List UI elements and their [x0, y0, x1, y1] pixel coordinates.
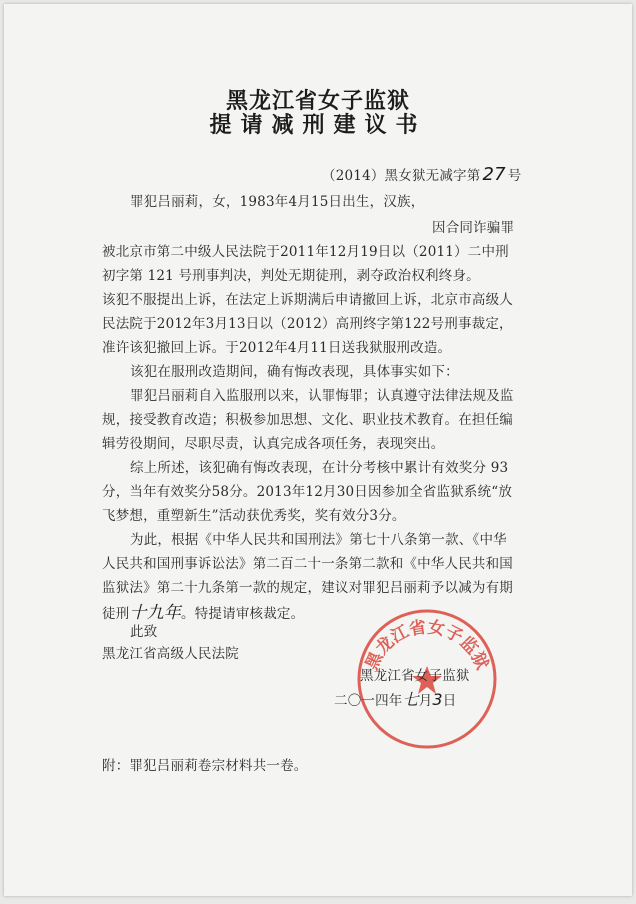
sentence-handwritten: 十九年 — [129, 603, 182, 623]
body-line: 综上所述，该犯确有悔改表现，在计分考核中累计有效奖分 93 — [130, 460, 509, 476]
title-line-1: 黑龙江省女子监狱 — [225, 88, 410, 114]
doc-number-prefix: （2014）黑女狱无减字第 — [322, 168, 481, 184]
body-line: 被北京市第二中级人民法院于2011年12月19日以（2011）二中刑 — [102, 244, 509, 260]
body-line: 为此，根据《中华人民共和国刑法》第七十八条第一款、《中华 — [130, 532, 507, 548]
body-line: 监狱法》第二十九条第一款的规定，建议对罪犯吕丽莉予以减为有期 — [102, 580, 513, 596]
body-line: 规，接受教育改造；积极参加思想、文化、职业技术教育。在担任编 — [102, 412, 513, 428]
closing: 此致 — [130, 624, 158, 640]
body-line: 该犯在服刑改造期间，确有悔改表现，具体事实如下： — [130, 364, 459, 380]
date-month-handwritten: 七 — [402, 690, 419, 709]
sentence-suffix: 。特提请审核裁定。 — [181, 606, 305, 622]
recipient: 黑龙江省高级人民法院 — [102, 646, 239, 662]
signer: 黑龙江省女子监狱 — [360, 668, 470, 684]
document-page — [4, 4, 632, 896]
title-line-2: 提请减刑建议书 — [209, 112, 427, 138]
document-number — [322, 164, 521, 185]
body-line: 民法院于2012年3月13日以（2012）高刑终字第122号刑事裁定， — [102, 316, 513, 332]
body-line: 因合同诈骗罪 — [432, 220, 515, 236]
attachment-note: 附：罪犯吕丽莉卷宗材料共一卷。 — [102, 758, 308, 774]
body-line: 飞梦想，重塑新生”活动获优秀奖，奖有效分3分。 — [102, 508, 406, 524]
seal-text: 黑龙江省女子监狱 — [361, 617, 493, 673]
date-day-suffix: 日 — [442, 693, 457, 709]
body-line: 罪犯吕丽莉自入监服刑以来，认罪悔罪；认真遵守法律法规及监 — [130, 388, 514, 404]
doc-number-suffix: 号 — [507, 168, 522, 184]
date-prefix: 二〇一四年 — [334, 693, 403, 709]
body-line: 辑劳役期间，尽职尽责，认真完成各项任务，表现突出。 — [102, 436, 445, 452]
sentence-prefix: 徒刑 — [102, 606, 130, 622]
date-day-handwritten: 3 — [432, 690, 443, 709]
body-line: 人民共和国刑事诉讼法》第二百二十一条第二款和《中华人民共和国 — [102, 556, 513, 572]
date-month-suffix: 月 — [418, 693, 433, 709]
body-line: 该犯不服提出上诉，在法定上诉期满后申请撤回上诉，北京市高级人 — [102, 292, 513, 308]
body-line: 罪犯吕丽莉，女，1983年4月15日出生，汉族， — [130, 194, 425, 210]
doc-number-handwritten: 27 — [482, 164, 506, 185]
body-line: 准许该犯撤回上诉。于2012年4月11日送我狱服刑改造。 — [102, 340, 452, 356]
body-line: 分，当年有效奖分58分。2013年12月30日因参加全省监狱系统“放 — [102, 484, 513, 500]
body-line: 初字第 121 号刑事判决，判处无期徒刑，剥夺政治权利终身。 — [102, 268, 480, 284]
signature-date — [334, 687, 457, 710]
